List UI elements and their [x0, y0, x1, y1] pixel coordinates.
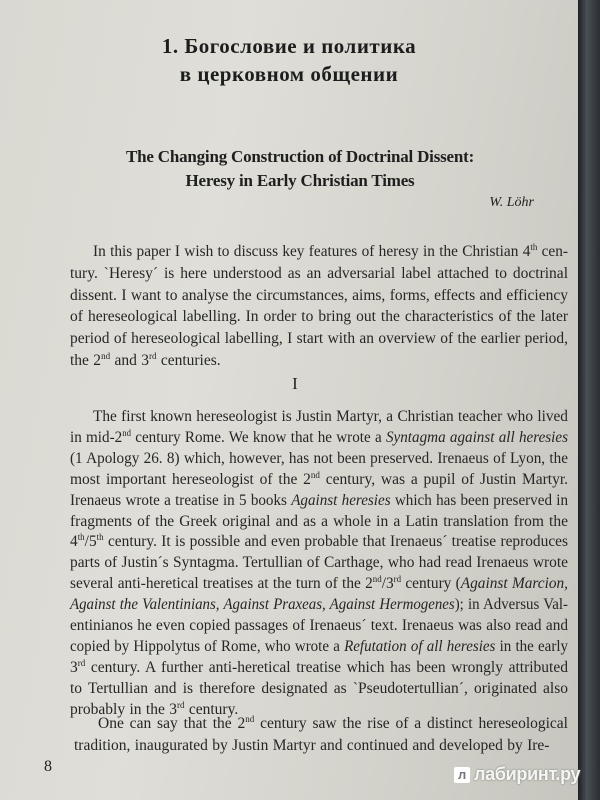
text-span: century Rome. We know that he wrote a — [130, 428, 386, 446]
text-line — [70, 329, 568, 349]
text-line — [93, 407, 568, 427]
text-span: several anti-heretical treatises at the turn of the 2 — [70, 575, 373, 593]
text-line — [70, 428, 568, 448]
italic-title: Against the Valentinians, Against Praxeas, Against Hermogenes — [70, 596, 455, 614]
text-span: fragments of the Greek original and as a whole in a Latin translation from the — [70, 512, 568, 530]
text-line — [98, 714, 568, 734]
text-span: in the early — [495, 637, 569, 655]
text-line — [74, 736, 549, 756]
text-line — [70, 574, 568, 594]
text-line — [70, 286, 568, 306]
text-span: of hereseological labelling. In order to bring out the characteristics of the later — [70, 308, 568, 326]
chapter-title-line-2: в церковном общении — [179, 62, 399, 86]
text-line — [70, 532, 568, 552]
text-line — [70, 264, 568, 284]
text-span: century. — [184, 700, 239, 718]
text-span: One can say that the 2 — [98, 715, 246, 732]
text-span: In this paper I wish to discuss key features of heresy in the Christian 4 — [93, 243, 531, 260]
text-line — [70, 553, 568, 573]
labirint-logo-icon: л — [454, 767, 470, 783]
text-span: /3 — [381, 575, 394, 593]
text-line — [70, 658, 568, 678]
author-name: W. Löhr — [489, 195, 534, 210]
text-span: in mid-2 — [70, 428, 123, 446]
ordinal-suffix: nd — [245, 714, 255, 724]
text-span: period of hereseological labelling, I start with an overview of the earlier period, — [70, 330, 568, 348]
text-span: ); in Adversus Val- — [454, 596, 569, 614]
paper-title-line-2: Heresy in Early Christian Times — [185, 171, 415, 190]
italic-title: Against Marcion, — [460, 575, 569, 593]
text-span: tury. `Heresy´ is here understood as an adversarial label attached to doctrinal — [70, 264, 568, 282]
chapter-title-line-1: 1. Богословие и политика — [161, 34, 417, 58]
text-span: parts of Justin´s Syntagma. Tertullian of Carthage, who had read Irenaeus wrote — [70, 554, 569, 572]
text-span: probably in the 3 — [70, 700, 177, 718]
text-span: /5 — [84, 533, 97, 551]
text-span: copied by Hippolytus of Rome, who wrote a — [70, 637, 345, 655]
text-line — [70, 637, 568, 657]
text-line — [70, 351, 221, 371]
text-span: (1 Apology 26. 8) which, however, has not been preserved. Irenaeus of Lyon, the — [70, 449, 568, 467]
italic-title: Against heresies — [291, 491, 391, 509]
text-line — [70, 679, 568, 699]
ordinal-suffix: rd — [176, 699, 185, 710]
text-line — [70, 616, 568, 636]
page-edge-shadow — [578, 0, 600, 800]
ordinal-suffix: nd — [101, 351, 111, 361]
ordinal-suffix: rd — [393, 574, 402, 585]
italic-title: Syntagma against all heresies — [385, 428, 568, 446]
text-span: entinianos he even copied passages of Irenaeus´ text. Irenaeus was also read and — [70, 617, 569, 634]
text-span: dissent. I want to analyse the circumstances, aims, forms, effects and efficiency — [70, 286, 568, 304]
paper-title-line-1: The Changing Construction of Doctrinal Dissent: — [125, 147, 475, 166]
ordinal-suffix: rd — [77, 657, 86, 668]
text-span: century saw the rise of a distinct hereseological — [254, 715, 568, 732]
text-span: most important hereseologist of the 2 — [70, 470, 311, 488]
ordinal-suffix: th — [77, 532, 85, 543]
ordinal-suffix: nd — [122, 427, 131, 438]
text-span: The first known hereseologist is Justin Martyr, a Christian teacher who lived — [93, 408, 568, 425]
text-span: the 2 — [70, 352, 102, 369]
ordinal-suffix: rd — [148, 351, 157, 361]
text-span: century ( — [401, 575, 461, 593]
ordinal-suffix: nd — [372, 574, 382, 585]
text-line — [70, 470, 568, 490]
text-span: Irenaeus wrote a treatise in 5 books — [70, 491, 292, 509]
text-span: 3 — [70, 658, 78, 676]
text-span: which has been preserved in — [390, 491, 569, 509]
watermark-text: лабиринт.ру — [474, 764, 581, 784]
text-span: century. It is possible and even probable that Irenaeus´ treatise reproduces — [103, 533, 568, 551]
text-span: and 3 — [110, 352, 149, 369]
text-line — [70, 595, 568, 615]
text-span: 4 — [70, 533, 78, 551]
text-line — [70, 449, 568, 469]
section-numeral: I — [292, 374, 298, 393]
ordinal-suffix: th — [96, 532, 104, 543]
text-span: century. A further anti-heretical treatise which has been wrongly attributed — [85, 658, 568, 676]
text-line — [70, 491, 568, 511]
text-span: cen- — [537, 243, 568, 260]
ordinal-suffix: nd — [310, 469, 320, 480]
text-span: century, was a pupil of Justin Martyr. — [319, 470, 569, 488]
italic-title: Refutation of all heresies — [344, 637, 496, 655]
text-line — [70, 307, 568, 327]
text-line — [93, 242, 568, 262]
text-span: to Tertullian and is therefore designated as `Pseudotertullian´, originated also — [70, 679, 568, 697]
ordinal-suffix: th — [530, 242, 538, 252]
text-line — [70, 512, 568, 532]
labirint-watermark — [454, 764, 580, 785]
text-span: tradition, inaugurated by Justin Martyr and continued and developed by Ire- — [74, 736, 550, 754]
page-number: 8 — [44, 758, 52, 775]
text-span: centuries. — [156, 352, 221, 369]
